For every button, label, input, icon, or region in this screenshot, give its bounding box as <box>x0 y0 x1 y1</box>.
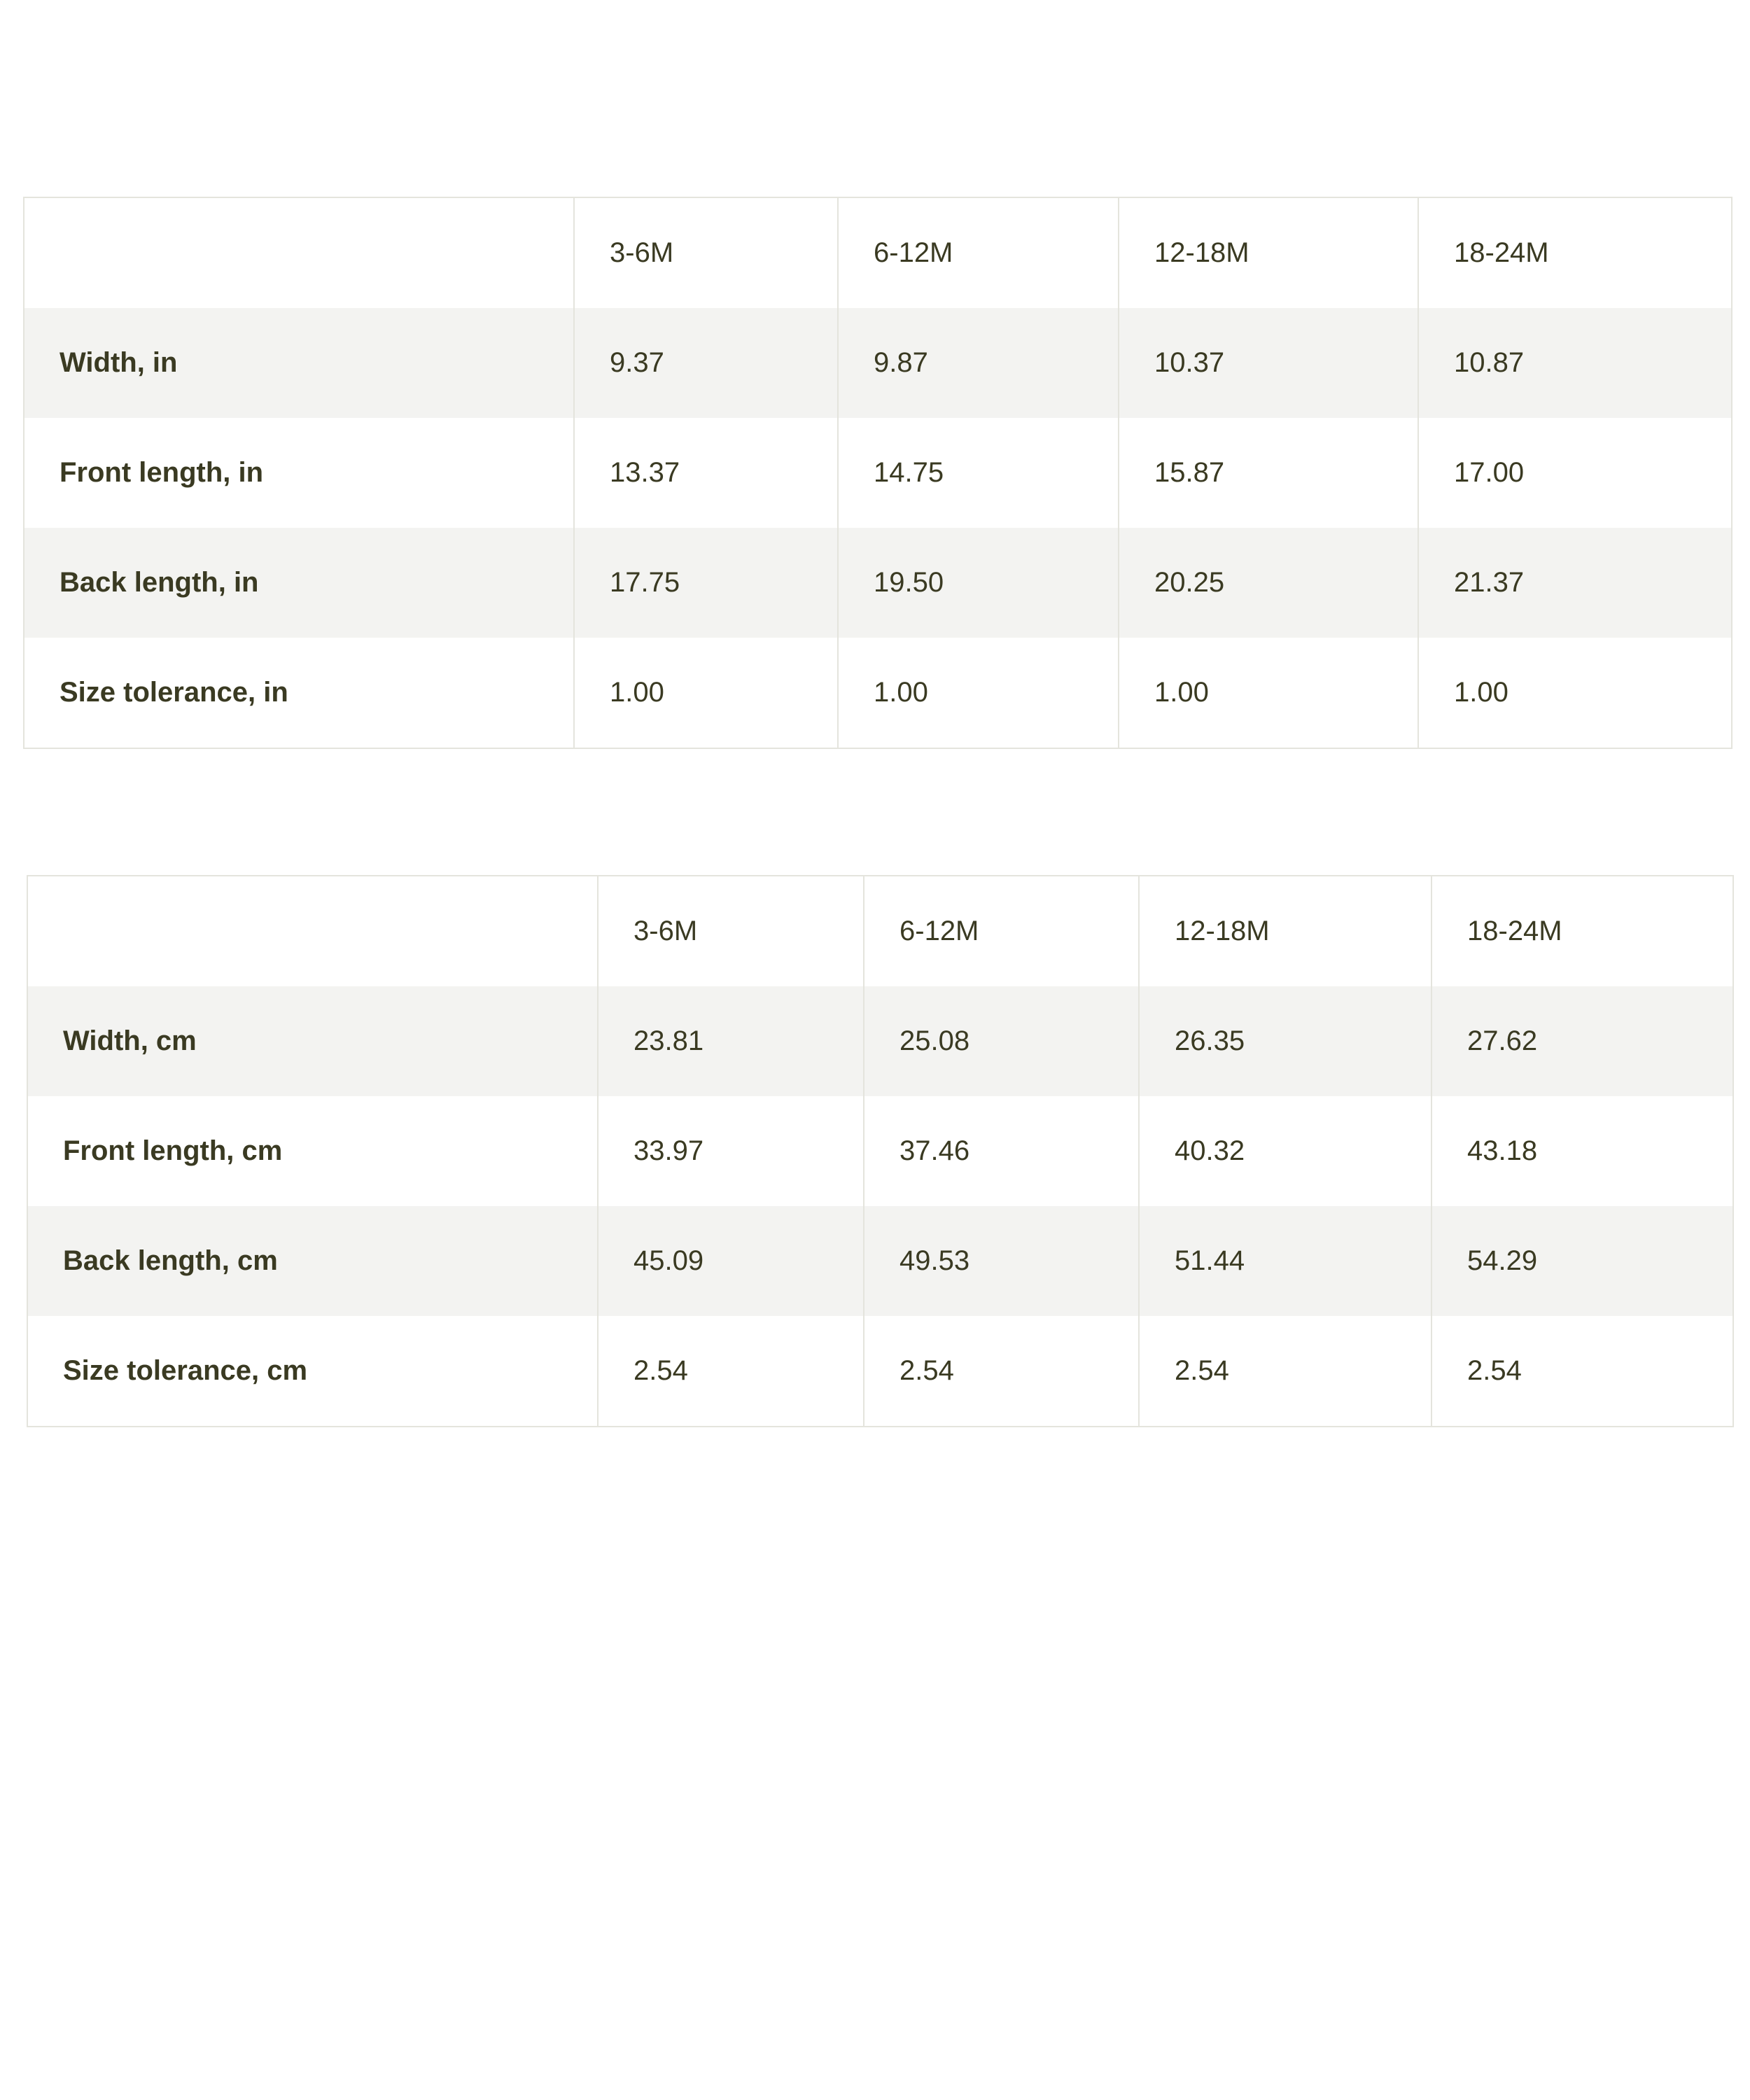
row-label: Front length, in <box>59 457 264 488</box>
value-cell: 25.08 <box>864 986 1139 1096</box>
corner-cell <box>27 876 598 986</box>
value-cell: 13.37 <box>574 418 838 528</box>
row-label: Back length, cm <box>27 1206 598 1316</box>
value-cell: 1.00 <box>574 638 838 748</box>
table-row <box>24 308 1732 418</box>
table-row <box>24 638 1732 748</box>
value-cell: 1.00 <box>1418 638 1732 748</box>
value-cell: 1.00 <box>838 638 1119 748</box>
value-cell: 14.75 <box>838 418 1119 528</box>
value-cell: 51.44 <box>1139 1206 1432 1316</box>
value-cell: 40.32 <box>1139 1096 1432 1206</box>
value-cell: 27.62 <box>1432 986 1733 1096</box>
value-cell: 1.00 <box>1119 638 1418 748</box>
value-cell: 54.29 <box>1432 1206 1733 1316</box>
value-cell: 33.97 <box>598 1096 864 1206</box>
size-header: 3-6M <box>574 197 838 308</box>
value-cell: 43.18 <box>1432 1096 1733 1206</box>
row-label: Size tolerance, cm <box>63 1355 308 1386</box>
table-row <box>24 528 1732 638</box>
table-row <box>27 1316 1733 1427</box>
value-cell: 10.37 <box>1119 308 1418 418</box>
value-cell: 2.54 <box>1139 1316 1432 1427</box>
size-header: 18-24M <box>1432 876 1733 986</box>
size-header: 6-12M <box>864 876 1139 986</box>
row-label: Size tolerance, in <box>59 677 288 708</box>
value-cell: 19.50 <box>838 528 1119 638</box>
value-cell: 15.87 <box>1119 418 1418 528</box>
value-cell: 49.53 <box>864 1206 1139 1316</box>
size-header: 12-18M <box>1119 197 1418 308</box>
value-cell: 2.54 <box>598 1316 864 1427</box>
value-cell: 10.87 <box>1418 308 1732 418</box>
value-cell: 20.25 <box>1119 528 1418 638</box>
row-label: Front length, cm <box>63 1135 283 1166</box>
value-cell: 17.75 <box>574 528 838 638</box>
value-cell: 23.81 <box>598 986 864 1096</box>
value-cell: 26.35 <box>1139 986 1432 1096</box>
header-row <box>27 876 1733 986</box>
value-cell: 2.54 <box>864 1316 1139 1427</box>
value-cell: 45.09 <box>598 1206 864 1316</box>
corner-cell <box>24 197 574 308</box>
table-row <box>27 1096 1733 1206</box>
size-header: 6-12M <box>838 197 1119 308</box>
size-chart-inches-table <box>23 197 1732 749</box>
value-cell: 9.87 <box>838 308 1119 418</box>
size-header: 3-6M <box>598 876 864 986</box>
size-header: 12-18M <box>1139 876 1432 986</box>
header-row <box>24 197 1732 308</box>
value-cell: 9.37 <box>574 308 838 418</box>
value-cell: 21.37 <box>1418 528 1732 638</box>
value-cell: 2.54 <box>1432 1316 1733 1427</box>
value-cell: 37.46 <box>864 1096 1139 1206</box>
row-label: Width, in <box>24 308 574 418</box>
value-cell: 17.00 <box>1418 418 1732 528</box>
table-row <box>24 418 1732 528</box>
table-row <box>27 986 1733 1096</box>
size-header: 18-24M <box>1418 197 1732 308</box>
size-chart-centimeters-table <box>27 875 1734 1427</box>
table-row <box>27 1206 1733 1316</box>
row-label: Back length, in <box>24 528 574 638</box>
row-label: Width, cm <box>27 986 598 1096</box>
